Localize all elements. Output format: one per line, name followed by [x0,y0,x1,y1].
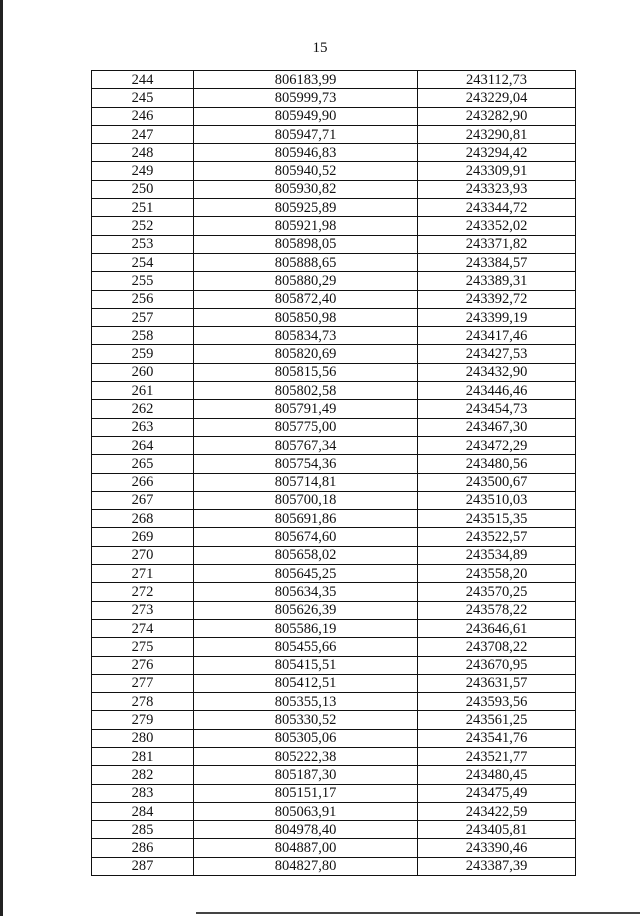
table-row [92,565,576,583]
x-coordinate-cell: 805063,91 [194,802,418,820]
table-row [92,217,576,235]
table-row [92,199,576,217]
table-row [92,345,576,363]
point-number-cell: 270 [92,546,194,564]
table-row [92,619,576,637]
x-coordinate-cell: 806183,99 [194,71,418,89]
y-coordinate-cell: 243521,77 [418,747,576,765]
x-coordinate-cell: 805645,25 [194,565,418,583]
table-row [92,107,576,125]
x-coordinate-cell: 805330,52 [194,711,418,729]
point-number-cell: 281 [92,747,194,765]
x-coordinate-cell: 805412,51 [194,674,418,692]
y-coordinate-cell: 243561,25 [418,711,576,729]
y-coordinate-cell: 243389,31 [418,272,576,290]
x-coordinate-cell: 805898,05 [194,235,418,253]
x-coordinate-cell: 805775,00 [194,418,418,436]
table-row [92,491,576,509]
point-number-cell: 266 [92,473,194,491]
point-number-cell: 250 [92,180,194,198]
y-coordinate-cell: 243475,49 [418,784,576,802]
x-coordinate-cell: 805791,49 [194,400,418,418]
table-row [92,747,576,765]
y-coordinate-cell: 243384,57 [418,253,576,271]
table-row [92,528,576,546]
y-coordinate-cell: 243646,61 [418,619,576,637]
x-coordinate-cell: 805930,82 [194,180,418,198]
table-row [92,89,576,107]
point-number-cell: 257 [92,308,194,326]
table-row [92,235,576,253]
table-row [92,601,576,619]
y-coordinate-cell: 243534,89 [418,546,576,564]
x-coordinate-cell: 805925,89 [194,199,418,217]
point-number-cell: 247 [92,125,194,143]
point-number-cell: 273 [92,601,194,619]
table-row [92,272,576,290]
point-number-cell: 287 [92,857,194,875]
y-coordinate-cell: 243229,04 [418,89,576,107]
y-coordinate-cell: 243541,76 [418,729,576,747]
coordinates-table-body [92,71,576,876]
table-row [92,308,576,326]
y-coordinate-cell: 243670,95 [418,656,576,674]
point-number-cell: 267 [92,491,194,509]
table-row [92,802,576,820]
y-coordinate-cell: 243510,03 [418,491,576,509]
y-coordinate-cell: 243708,22 [418,638,576,656]
point-number-cell: 269 [92,528,194,546]
point-number-cell: 280 [92,729,194,747]
point-number-cell: 251 [92,199,194,217]
x-coordinate-cell: 805880,29 [194,272,418,290]
x-coordinate-cell: 805691,86 [194,510,418,528]
x-coordinate-cell: 805658,02 [194,546,418,564]
y-coordinate-cell: 243417,46 [418,327,576,345]
point-number-cell: 278 [92,693,194,711]
y-coordinate-cell: 243472,29 [418,436,576,454]
page-number: 15 [312,40,328,56]
table-row [92,327,576,345]
y-coordinate-cell: 243352,02 [418,217,576,235]
point-number-cell: 285 [92,821,194,839]
point-number-cell: 255 [92,272,194,290]
y-coordinate-cell: 243282,90 [418,107,576,125]
table-row [92,162,576,180]
y-coordinate-cell: 243454,73 [418,400,576,418]
point-number-cell: 248 [92,144,194,162]
point-number-cell: 284 [92,802,194,820]
x-coordinate-cell: 805999,73 [194,89,418,107]
y-coordinate-cell: 243405,81 [418,821,576,839]
table-row [92,180,576,198]
x-coordinate-cell: 804978,40 [194,821,418,839]
y-coordinate-cell: 243399,19 [418,308,576,326]
x-coordinate-cell: 805714,81 [194,473,418,491]
y-coordinate-cell: 243432,90 [418,363,576,381]
table-row [92,71,576,89]
point-number-cell: 283 [92,784,194,802]
x-coordinate-cell: 805850,98 [194,308,418,326]
point-number-cell: 263 [92,418,194,436]
x-coordinate-cell: 805834,73 [194,327,418,345]
y-coordinate-cell: 243309,91 [418,162,576,180]
point-number-cell: 259 [92,345,194,363]
table-row [92,473,576,491]
y-coordinate-cell: 243480,56 [418,455,576,473]
x-coordinate-cell: 805187,30 [194,766,418,784]
y-coordinate-cell: 243570,25 [418,583,576,601]
y-coordinate-cell: 243467,30 [418,418,576,436]
x-coordinate-cell: 805674,60 [194,528,418,546]
x-coordinate-cell: 805767,34 [194,436,418,454]
y-coordinate-cell: 243427,53 [418,345,576,363]
y-coordinate-cell: 243294,42 [418,144,576,162]
x-coordinate-cell: 805940,52 [194,162,418,180]
table-row [92,144,576,162]
table-row [92,510,576,528]
y-coordinate-cell: 243480,45 [418,766,576,784]
x-coordinate-cell: 805626,39 [194,601,418,619]
y-coordinate-cell: 243522,57 [418,528,576,546]
point-number-cell: 279 [92,711,194,729]
point-number-cell: 254 [92,253,194,271]
point-number-cell: 275 [92,638,194,656]
point-number-cell: 277 [92,674,194,692]
table-row [92,253,576,271]
table-row [92,674,576,692]
point-number-cell: 260 [92,363,194,381]
table-row [92,839,576,857]
y-coordinate-cell: 243631,57 [418,674,576,692]
table-row [92,400,576,418]
y-coordinate-cell: 243390,46 [418,839,576,857]
x-coordinate-cell: 805949,90 [194,107,418,125]
table-row [92,290,576,308]
point-number-cell: 282 [92,766,194,784]
x-coordinate-cell: 805921,98 [194,217,418,235]
table-row [92,455,576,473]
y-coordinate-cell: 243323,93 [418,180,576,198]
x-coordinate-cell: 805946,83 [194,144,418,162]
x-coordinate-cell: 805754,36 [194,455,418,473]
x-coordinate-cell: 805872,40 [194,290,418,308]
point-number-cell: 252 [92,217,194,235]
x-coordinate-cell: 805355,13 [194,693,418,711]
point-number-cell: 268 [92,510,194,528]
point-number-cell: 261 [92,382,194,400]
x-coordinate-cell: 805820,69 [194,345,418,363]
point-number-cell: 245 [92,89,194,107]
table-row [92,583,576,601]
y-coordinate-cell: 243422,59 [418,802,576,820]
table-row [92,729,576,747]
table-row [92,857,576,875]
x-coordinate-cell: 805305,06 [194,729,418,747]
x-coordinate-cell: 805700,18 [194,491,418,509]
y-coordinate-cell: 243593,56 [418,693,576,711]
y-coordinate-cell: 243446,46 [418,382,576,400]
x-coordinate-cell: 805586,19 [194,619,418,637]
table-row [92,784,576,802]
table-row [92,711,576,729]
table-row [92,382,576,400]
x-coordinate-cell: 805415,51 [194,656,418,674]
y-coordinate-cell: 243387,39 [418,857,576,875]
x-coordinate-cell: 805802,58 [194,382,418,400]
y-coordinate-cell: 243112,73 [418,71,576,89]
point-number-cell: 286 [92,839,194,857]
point-number-cell: 262 [92,400,194,418]
y-coordinate-cell: 243515,35 [418,510,576,528]
table-row [92,125,576,143]
x-coordinate-cell: 805151,17 [194,784,418,802]
x-coordinate-cell: 805222,38 [194,747,418,765]
table-row [92,418,576,436]
table-row [92,638,576,656]
point-number-cell: 256 [92,290,194,308]
point-number-cell: 276 [92,656,194,674]
x-coordinate-cell: 805947,71 [194,125,418,143]
x-coordinate-cell: 805888,65 [194,253,418,271]
point-number-cell: 264 [92,436,194,454]
table-row [92,436,576,454]
x-coordinate-cell: 805455,66 [194,638,418,656]
y-coordinate-cell: 243290,81 [418,125,576,143]
table-row [92,546,576,564]
x-coordinate-cell: 805815,56 [194,363,418,381]
point-number-cell: 274 [92,619,194,637]
y-coordinate-cell: 243500,67 [418,473,576,491]
x-coordinate-cell: 804887,00 [194,839,418,857]
x-coordinate-cell: 804827,80 [194,857,418,875]
table-row [92,821,576,839]
table-row [92,693,576,711]
y-coordinate-cell: 243344,72 [418,199,576,217]
y-coordinate-cell: 243558,20 [418,565,576,583]
table-row [92,656,576,674]
coordinates-table [91,70,576,876]
y-coordinate-cell: 243371,82 [418,235,576,253]
point-number-cell: 246 [92,107,194,125]
x-coordinate-cell: 805634,35 [194,583,418,601]
scan-left-edge [0,0,3,916]
point-number-cell: 271 [92,565,194,583]
point-number-cell: 258 [92,327,194,345]
y-coordinate-cell: 243392,72 [418,290,576,308]
table-row [92,766,576,784]
point-number-cell: 272 [92,583,194,601]
scan-bottom-edge [196,912,640,914]
table-row [92,363,576,381]
point-number-cell: 253 [92,235,194,253]
point-number-cell: 244 [92,71,194,89]
y-coordinate-cell: 243578,22 [418,601,576,619]
point-number-cell: 249 [92,162,194,180]
point-number-cell: 265 [92,455,194,473]
